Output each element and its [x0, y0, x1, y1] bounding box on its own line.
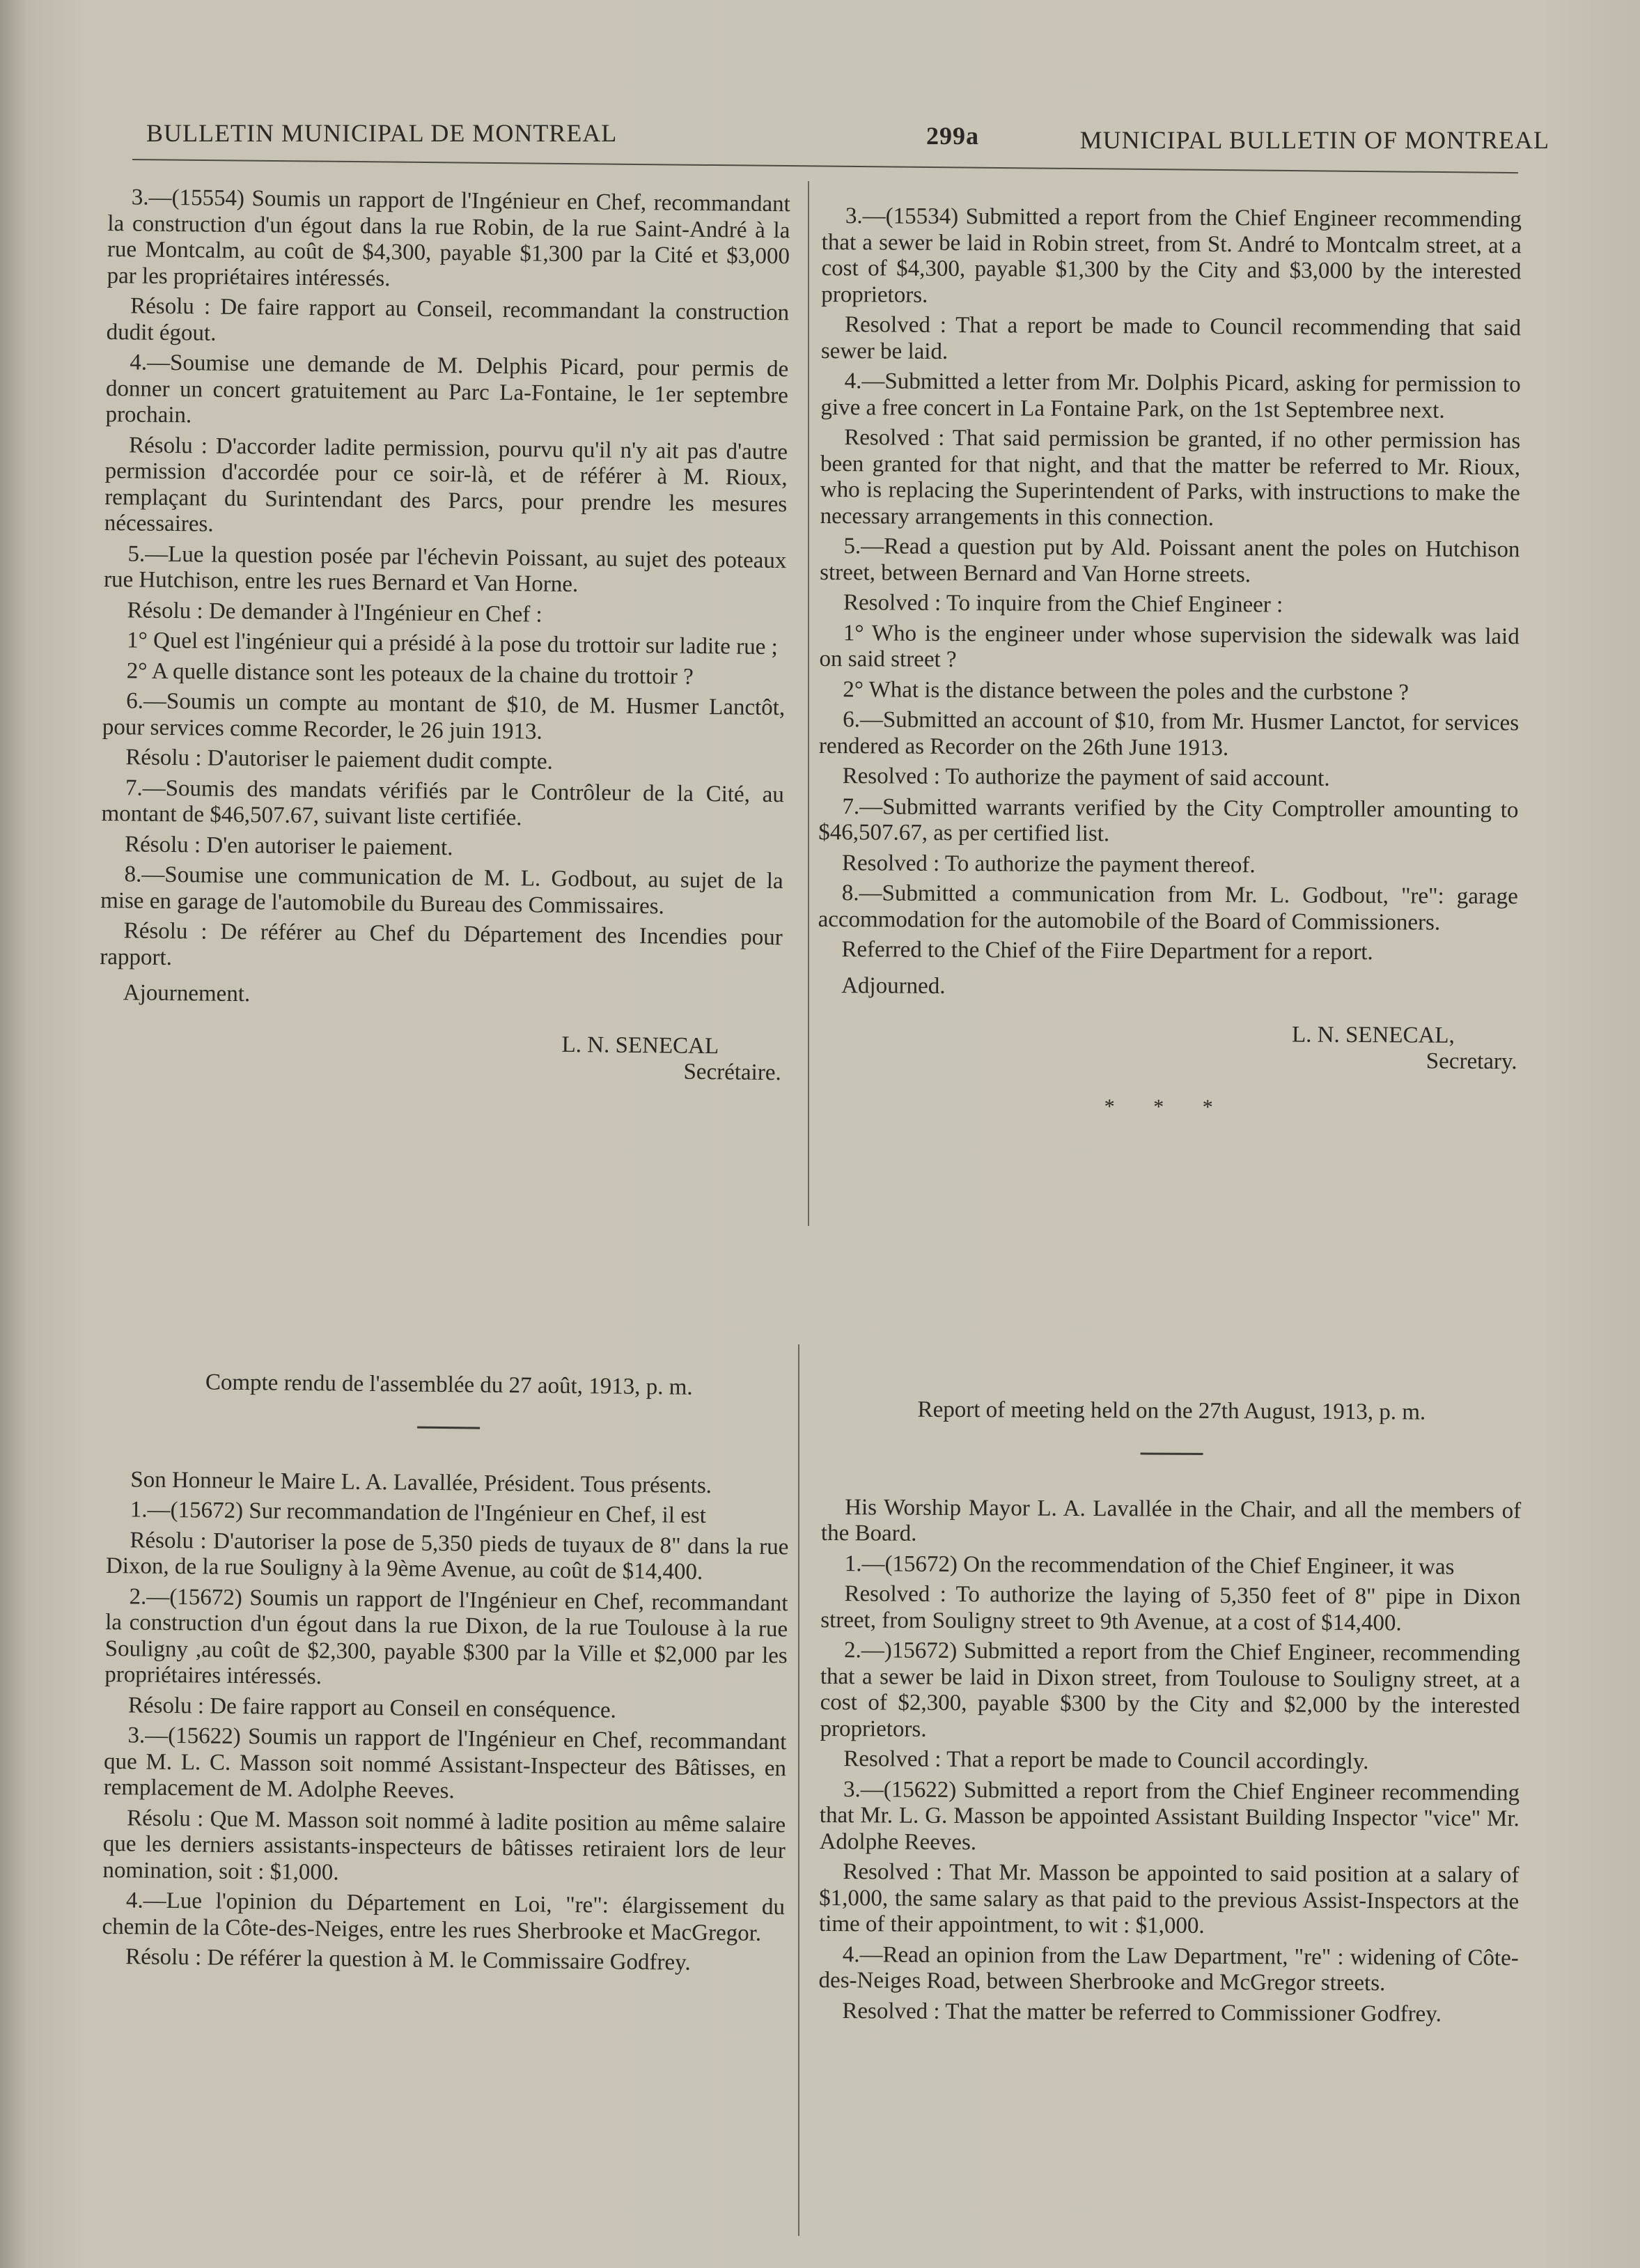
paragraph: Resolved : That a report be made to Council accordingly. — [843, 1746, 1369, 1775]
paragraph: Résolu : D'accorder ladite permission, pourvu qu'il n'y ait pas d'autre permission d'accordée pour ce soir-là, et de référer à M. Rioux, remplaçant du Surintendant des Parcs, pour prendre les mesures nécessaires. — [104, 432, 788, 537]
paragraph: 8.—Soumise une communication de M. L. Godbout, au sujet de la mise en garage de l'automobile du Bureau des Commissaires. — [100, 862, 783, 919]
paragraph: Resolved : That Mr. Masson be appointed to said position at a salary of $1,000, the same salary as that paid to the previous Assist-Inspectors at the time of their appointment, to wit : $1,000. — [818, 1859, 1520, 1939]
paragraph: 3.—(15622) Soumis un rapport de l'Ingénieur en Chef, recommandant que M. L. C. Masson soit nommé Assistant-Inspecteur des Bâtisses, en remplacement de M. Adolphe Reeves. — [103, 1723, 787, 1804]
paragraph: 3.—(15622) Submitted a report from the Chief Engineer recommending that Mr. L. G. Masson be appointed Assistant Building Inspector "vice" Mr. Adolphe Reeves. — [819, 1776, 1520, 1855]
paragraph: 7.—Submitted warrants verified by the City Comptroller amounting to $46,507.67, as per certified list. — [818, 793, 1519, 847]
right-column-bottom — [818, 1397, 1522, 2032]
paragraph: Résolu : De référer la question à M. le Commissaire Godfrey. — [125, 1944, 691, 1975]
paragraph: 2° What is the distance between the poles and the curbstone ? — [843, 676, 1409, 705]
paragraph: 6.—Soumis un compte au montant de $10, de M. Husmer Lanctôt, pour services comme Recorder, le 26 juin 1913. — [102, 688, 786, 745]
paragraph: His Worship Mayor L. A. Lavallée in the Chair, and all the members of the Board. — [820, 1494, 1522, 1546]
paragraph: Son Honneur le Maire L. A. Lavallée, Président. Tous présents. — [130, 1466, 712, 1498]
paragraph: 1.—(15672) Sur recommandation de l'Ingénieur en Chef, il est — [130, 1497, 707, 1529]
left-signature — [99, 1027, 782, 1085]
paragraph: Résolu : Que M. Masson soit nommé à ladite position au même salaire que les derniers assistants-inspecteurs de bâtisses retiraient lors de leur nomination, soit : $1,000. — [102, 1805, 786, 1886]
paragraph: 3.—(15554) Soumis un rapport de l'Ingénieur en Chef, recommandant la construction d'un égout dans la rue Robin, de la rue Saint-André à la rue Montcalm, au coût de $4,300, payable $1,300 par la Cité et $3,000 par les propriétaires intéressés. — [107, 185, 790, 291]
paragraph: Resolved : That said permission be granted, if no other permission has been granted for that night, and that the matter be referred to Mr. Rioux, who is replacing the Superintendent of Parks, with instructions to make the necessary arrangements in this connection. — [820, 425, 1521, 531]
right-column-top — [817, 203, 1522, 1122]
header-rule — [132, 159, 1518, 173]
paragraph: Résolu : De référer au Chef du Département des Incendies pour rapport. — [100, 918, 783, 970]
right-signature — [817, 1020, 1517, 1075]
paragraph: Resolved : That a report be made to Council recommending that said sewer be laid. — [820, 312, 1522, 364]
paragraph: Résolu : D'autoriser la pose de 5,350 pieds de tuyaux de 8" dans la rue Dixon, de la rue Souligny à la 9ème Avenue, au coût de $14,400. — [105, 1527, 789, 1585]
paragraph: Resolved : That the matter be referred to Commissioner Godfrey. — [842, 1998, 1442, 2027]
paragraph: 8.—Submitted a communication from Mr. L. Godbout, "re": garage accommodation for the automobile of the Board of Commissioners. — [818, 880, 1518, 935]
header-right-title: MUNICIPAL BULLETIN OF MONTREAL — [1079, 126, 1549, 154]
paragraph: 7.—Soumis des mandats vérifiés par le Contrôleur de la Cité, au montant de $46,507.67, suivant liste certifiée. — [101, 775, 785, 831]
paragraph: Adjourned. — [841, 972, 946, 999]
signature-role: Secretary. — [1426, 1048, 1517, 1075]
short-rule — [417, 1426, 480, 1429]
paragraph: 4.—Submitted a letter from Mr. Dolphis Picard, asking for permission to give a free concert in La Fontaine Park, on the 1st Septembree next. — [820, 368, 1521, 424]
signature-name: L. N. SENECAL — [561, 1032, 719, 1059]
page-header — [139, 111, 1549, 160]
column-divider-bottom — [798, 1344, 799, 2236]
paragraph: Résolu : D'autoriser le paiement dudit compte. — [125, 745, 554, 775]
paragraph: 6.—Submitted an account of $10, from Mr. Husmer Lanctot, for services rendered as Recorder on the 26th June 1913. — [818, 707, 1520, 761]
paragraph: Resolved : To inquire from the Chief Engineer : — [843, 590, 1283, 618]
short-rule — [1140, 1452, 1203, 1454]
paragraph: 2° A quelle distance sont les poteaux de la chaine du trottoir ? — [126, 658, 694, 690]
meeting-title: Compte rendu de l'assemblée du 27 août, 1913, p. m. — [205, 1369, 693, 1400]
paragraph: 4.—Read an opinion from the Law Department, "re" : widening of Côte-des-Neiges Road, between Sherbrooke and McGregor streets. — [818, 1941, 1519, 1996]
paragraph: 1° Who is the engineer under whose supervision the sidewalk was laid on said street ? — [819, 620, 1520, 673]
signature-role: Secrétaire. — [683, 1059, 781, 1085]
paragraph: 2.—(15672) Soumis un rapport de l'Ingénieur en Chef, recommandant la construction d'un égout dans la rue Dixon, de la rue Toulouse à la rue Souligny ,au coût de $2,300, payable $300 par la Ville et $2,000 par les propriétaires intéressés. — [104, 1583, 788, 1690]
meeting-title: Report of meeting held on the 27th August, 1913, p. m. — [917, 1397, 1426, 1425]
paragraph: 5.—Read a question put by Ald. Poissant anent the poles on Hutchison street, between Bernard and Van Horne streets. — [820, 534, 1520, 587]
paragraph: Ajournement. — [123, 980, 251, 1007]
left-column-top — [99, 185, 790, 1086]
page-number: 299a — [926, 122, 979, 150]
section-separator: * * * — [1104, 1095, 1230, 1119]
paragraph: Referred to the Chief of the Fiire Department for a report. — [841, 937, 1373, 965]
paragraph: Resolved : To authorize the payment of said account. — [842, 763, 1330, 791]
paragraph: Résolu : De faire rapport au Conseil, recommandant la construction dudit égout. — [106, 293, 790, 346]
paragraph: 3.—(15534) Submitted a report from the Chief Engineer recommending that a sewer be laid in Robin street, from St. André to Montcalm street, at a cost of $4,300, payable $1,300 by the City and $3,000 by the interested proprietors. — [821, 203, 1522, 308]
paragraph: 2.—)15672) Submitted a report from the Chief Engineer, recommending that a sewer be laid in Dixon street, from Toulouse to Souligny street, at a cost of $2,300, payable $300 by the City and $2,000 by the interested proprietors. — [820, 1638, 1521, 1742]
paragraph: 1° Quel est l'ingénieur qui a présidé à la pose du trottoir sur ladite rue ; — [126, 628, 778, 660]
left-column-bottom — [102, 1369, 790, 1982]
header-left-title: BULLETIN MUNICIPAL DE MONTREAL — [146, 119, 618, 147]
paragraph: Résolu : De demander à l'Ingénieur en Chef : — [127, 597, 542, 628]
paragraph: 4.—Soumise une demande de M. Delphis Picard, pour permis de donner un concert gratuitement au Parc La-Fontaine, le 1er septembre prochain. — [105, 350, 789, 428]
paragraph: Résolu : D'en autoriser le paiement. — [124, 831, 453, 860]
paragraph: Résolu : De faire rapport au Conseil en conséquence. — [127, 1692, 617, 1723]
paragraph: 5.—Lue la question posée par l'échevin Poissant, au sujet des poteaux rue Hutchison, entre les rues Bernard et Van Horne. — [103, 541, 787, 598]
paragraph: 4.—Lue l'opinion du Département en Loi, "re": élargissement du chemin de la Côte-des-Neiges, entre les rues Sherbrooke et MacGregor. — [102, 1888, 786, 1946]
column-divider-top — [808, 181, 809, 1226]
paragraph: 1.—(15672) On the recommendation of the Chief Engineer, it was — [844, 1551, 1455, 1580]
paragraph: Resolved : To authorize the payment thereof. — [841, 850, 1256, 878]
signature-name: L. N. SENECAL, — [1291, 1022, 1455, 1048]
paragraph: Resolved : To authorize the laying of 5,350 feet of 8" pipe in Dixon street, from Souligny street to 9th Avenue, at a cost of $14,400. — [820, 1581, 1521, 1636]
